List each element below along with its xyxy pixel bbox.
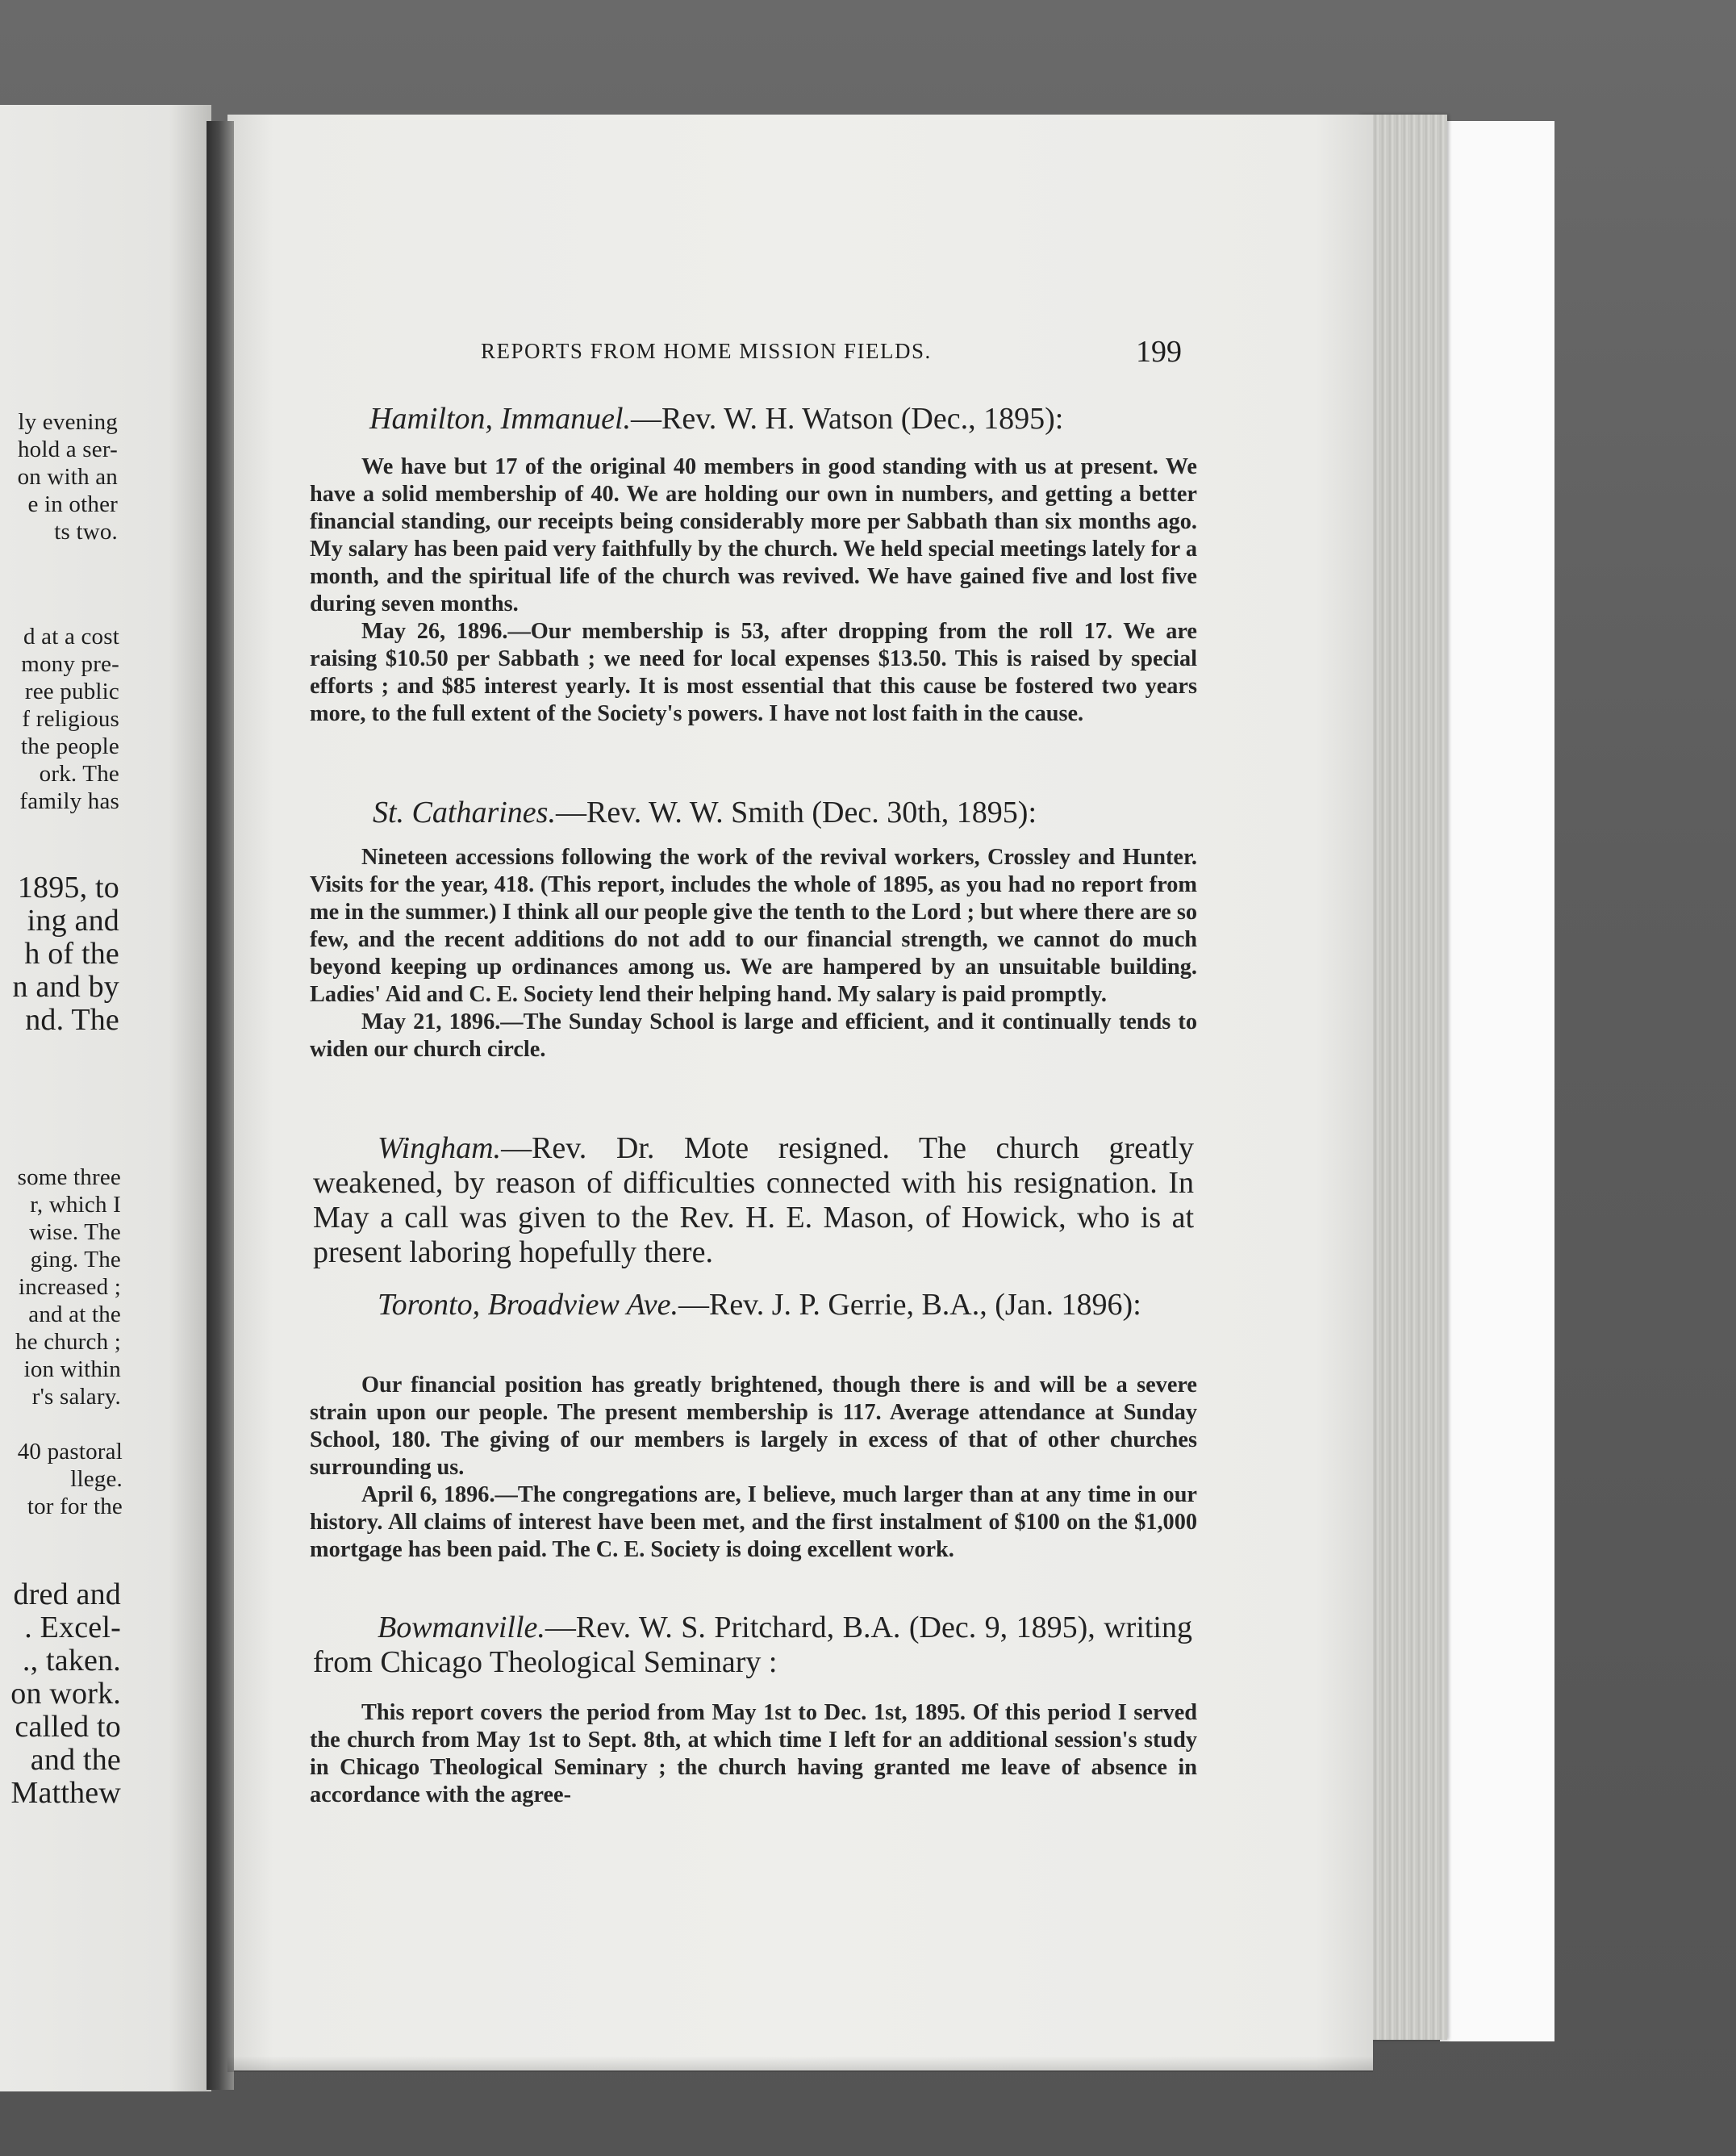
page-bottom-shadow: [227, 2056, 1373, 2072]
st-catharines-heading: [373, 796, 1187, 830]
left-fragment-line: e in other: [27, 491, 118, 517]
left-fragment-line: ts two.: [54, 519, 118, 545]
left-fragment-line: 40 pastoral: [17, 1439, 123, 1464]
bowmanville-heading-rest: —Rev. W. S. Pritchard, B.A. (Dec. 9, 1895), writing from Chicago Theological Seminary :: [313, 1611, 1192, 1679]
st-catharines-heading-rest: —Rev. W. W. Smith (Dec. 30th, 1895):: [555, 796, 1037, 829]
left-fragment-line: dred and: [13, 1577, 121, 1611]
toronto-report: [310, 1372, 1197, 1564]
left-fragment-line: called to: [15, 1710, 121, 1744]
left-fragment-group-1: [0, 408, 118, 545]
white-backing-sheet: [1440, 121, 1554, 2041]
hamilton-place: Hamilton, Immanuel.: [369, 402, 632, 436]
toronto-heading-rest: —Rev. J. P. Gerrie, B.A., (Jan. 1896):: [678, 1288, 1141, 1322]
left-fragment-line: ion within: [23, 1356, 121, 1382]
book-gutter: [207, 121, 234, 2090]
left-fragment-line: on work.: [10, 1677, 121, 1711]
toronto-paragraph-2: April 6, 1896.—The congregations are, I believe, much larger than at any time in our history. All claims of interest have been met, and the first instalment of $100 on the $1,000 mortgage has been paid. The C. E. Society is doing excellent work.: [310, 1482, 1197, 1562]
left-fragment-line: on with an: [17, 464, 118, 490]
left-fragment-group-5: [0, 1438, 123, 1520]
toronto-heading: [313, 1288, 1192, 1322]
left-fragment-line: n and by: [12, 970, 119, 1004]
left-fragment-line: the people: [21, 733, 119, 759]
hamilton-report: [310, 453, 1197, 728]
hamilton-heading-rest: —Rev. W. H. Watson (Dec., 1895):: [631, 402, 1064, 436]
left-fragment-line: family has: [19, 788, 119, 814]
left-fragment-line: he church ;: [15, 1329, 121, 1355]
left-fragment-line: llege.: [70, 1466, 123, 1492]
wingham-text: —Rev. Dr. Mote resigned. The church greatly weakened, by reason of difficulties connected with his resignation. In May a call was given to the Rev. H. E. Mason, of Howick, who is at present laboring hopefully there.: [313, 1131, 1194, 1269]
running-header: REPORTS FROM HOME MISSION FIELDS.: [481, 339, 932, 363]
page-number: 199: [1136, 335, 1182, 369]
left-fragment-line: wise. The: [28, 1219, 121, 1245]
wingham-place: Wingham.: [378, 1131, 502, 1165]
left-fragment-line: ging. The: [30, 1247, 121, 1272]
left-fragment-line: increased ;: [19, 1274, 121, 1300]
st-catharines-place: St. Catharines.: [373, 796, 556, 829]
st-catharines-paragraph-1: Nineteen accessions following the work of the revival workers, Crossley and Hunter. Visits for the year, 418. (This report, includes the whole of 1895, as you had no report from me in the summer.) I think all our people give the tenth to the Lord ; but where there are so few, and the recent additions do not add to our financial strength, we cannot do much beyond keeping up ordinances among us. We are hampered by an unsuitable building. Ladies' Aid and C. E. Society lend their helping hand. My salary is paid promptly.: [310, 845, 1197, 1007]
left-fragment-group-4: [0, 1164, 121, 1410]
left-fragment-group-3: [0, 871, 119, 1037]
left-fragment-line: nd. The: [25, 1003, 119, 1037]
wingham-entry: [313, 1131, 1194, 1270]
bowmanville-report: [310, 1699, 1197, 1809]
left-fragment-line: h of the: [24, 937, 119, 971]
hamilton-paragraph-2: May 26, 1896.—Our membership is 53, after dropping from the roll 17. We are raising $10.50 per Sabbath ; we need for local expenses $13.50. This is raised by special efforts ; and $85 interest yearly. It is most essential that this cause be fostered two years more, to the full extent of the Society's powers. I have not lost faith in the cause.: [310, 619, 1197, 726]
left-fragment-line: mony pre-: [21, 651, 119, 677]
toronto-place: Toronto, Broadview Ave.: [378, 1288, 678, 1322]
hamilton-heading: [369, 402, 1184, 437]
left-fragment-line: f religious: [22, 706, 119, 732]
left-fragment-line: hold a ser-: [17, 437, 118, 462]
left-fragment-line: and the: [30, 1743, 121, 1777]
left-fragment-line: ly evening: [18, 409, 118, 435]
left-fragment-line: ree public: [24, 679, 119, 704]
bowmanville-place: Bowmanville.: [378, 1611, 545, 1644]
left-fragment-line: d at a cost: [23, 624, 119, 650]
left-fragment-line: 1895, to: [17, 871, 119, 905]
left-fragment-group-2: [0, 623, 119, 815]
bowmanville-paragraph-1: This report covers the period from May 1st to Dec. 1st, 1895. Of this period I served the church from May 1st to Sept. 8th, at which time I left for an additional session's study in Chicago Theological Seminary ; the church having granted me leave of absence in accordance with the agree-: [310, 1700, 1197, 1807]
st-catharines-paragraph-2: May 21, 1896.—The Sunday School is large and efficient, and it continually tends to widen our church circle.: [310, 1009, 1197, 1062]
left-fragment-line: some three: [17, 1164, 121, 1190]
bowmanville-heading: [313, 1611, 1192, 1680]
st-catharines-report: [310, 844, 1197, 1063]
left-fragment-line: ork. The: [39, 761, 119, 787]
left-fragment-line: Matthew: [10, 1776, 121, 1810]
left-fragment-line: ., taken.: [22, 1644, 121, 1678]
toronto-paragraph-1: Our financial position has greatly brightened, though there is and will be a severe strain upon our people. The present membership is 117. Average attendance at Sunday School, 180. The giving of our members is largely in excess of that of other churches surrounding us.: [310, 1373, 1197, 1480]
left-fragment-line: . Excel-: [24, 1611, 121, 1644]
left-fragment-line: ing and: [27, 904, 119, 938]
left-fragment-group-6: [0, 1578, 121, 1810]
left-fragment-line: tor for the: [27, 1494, 123, 1519]
left-fragment-line: r's salary.: [31, 1384, 121, 1410]
left-fragment-line: r, which I: [30, 1192, 121, 1218]
left-fragment-line: and at the: [28, 1302, 121, 1327]
hamilton-paragraph-1: We have but 17 of the original 40 members in good standing with us at present. We have a solid membership of 40. We are holding our own in numbers, and getting a better financial standing, our receipts being considerably more per Sabbath than six months ago. My salary has been paid very faithfully by the church. We held special meetings lately for a month, and the spiritual life of the church was revived. We have gained five and lost five during seven months.: [310, 454, 1197, 616]
